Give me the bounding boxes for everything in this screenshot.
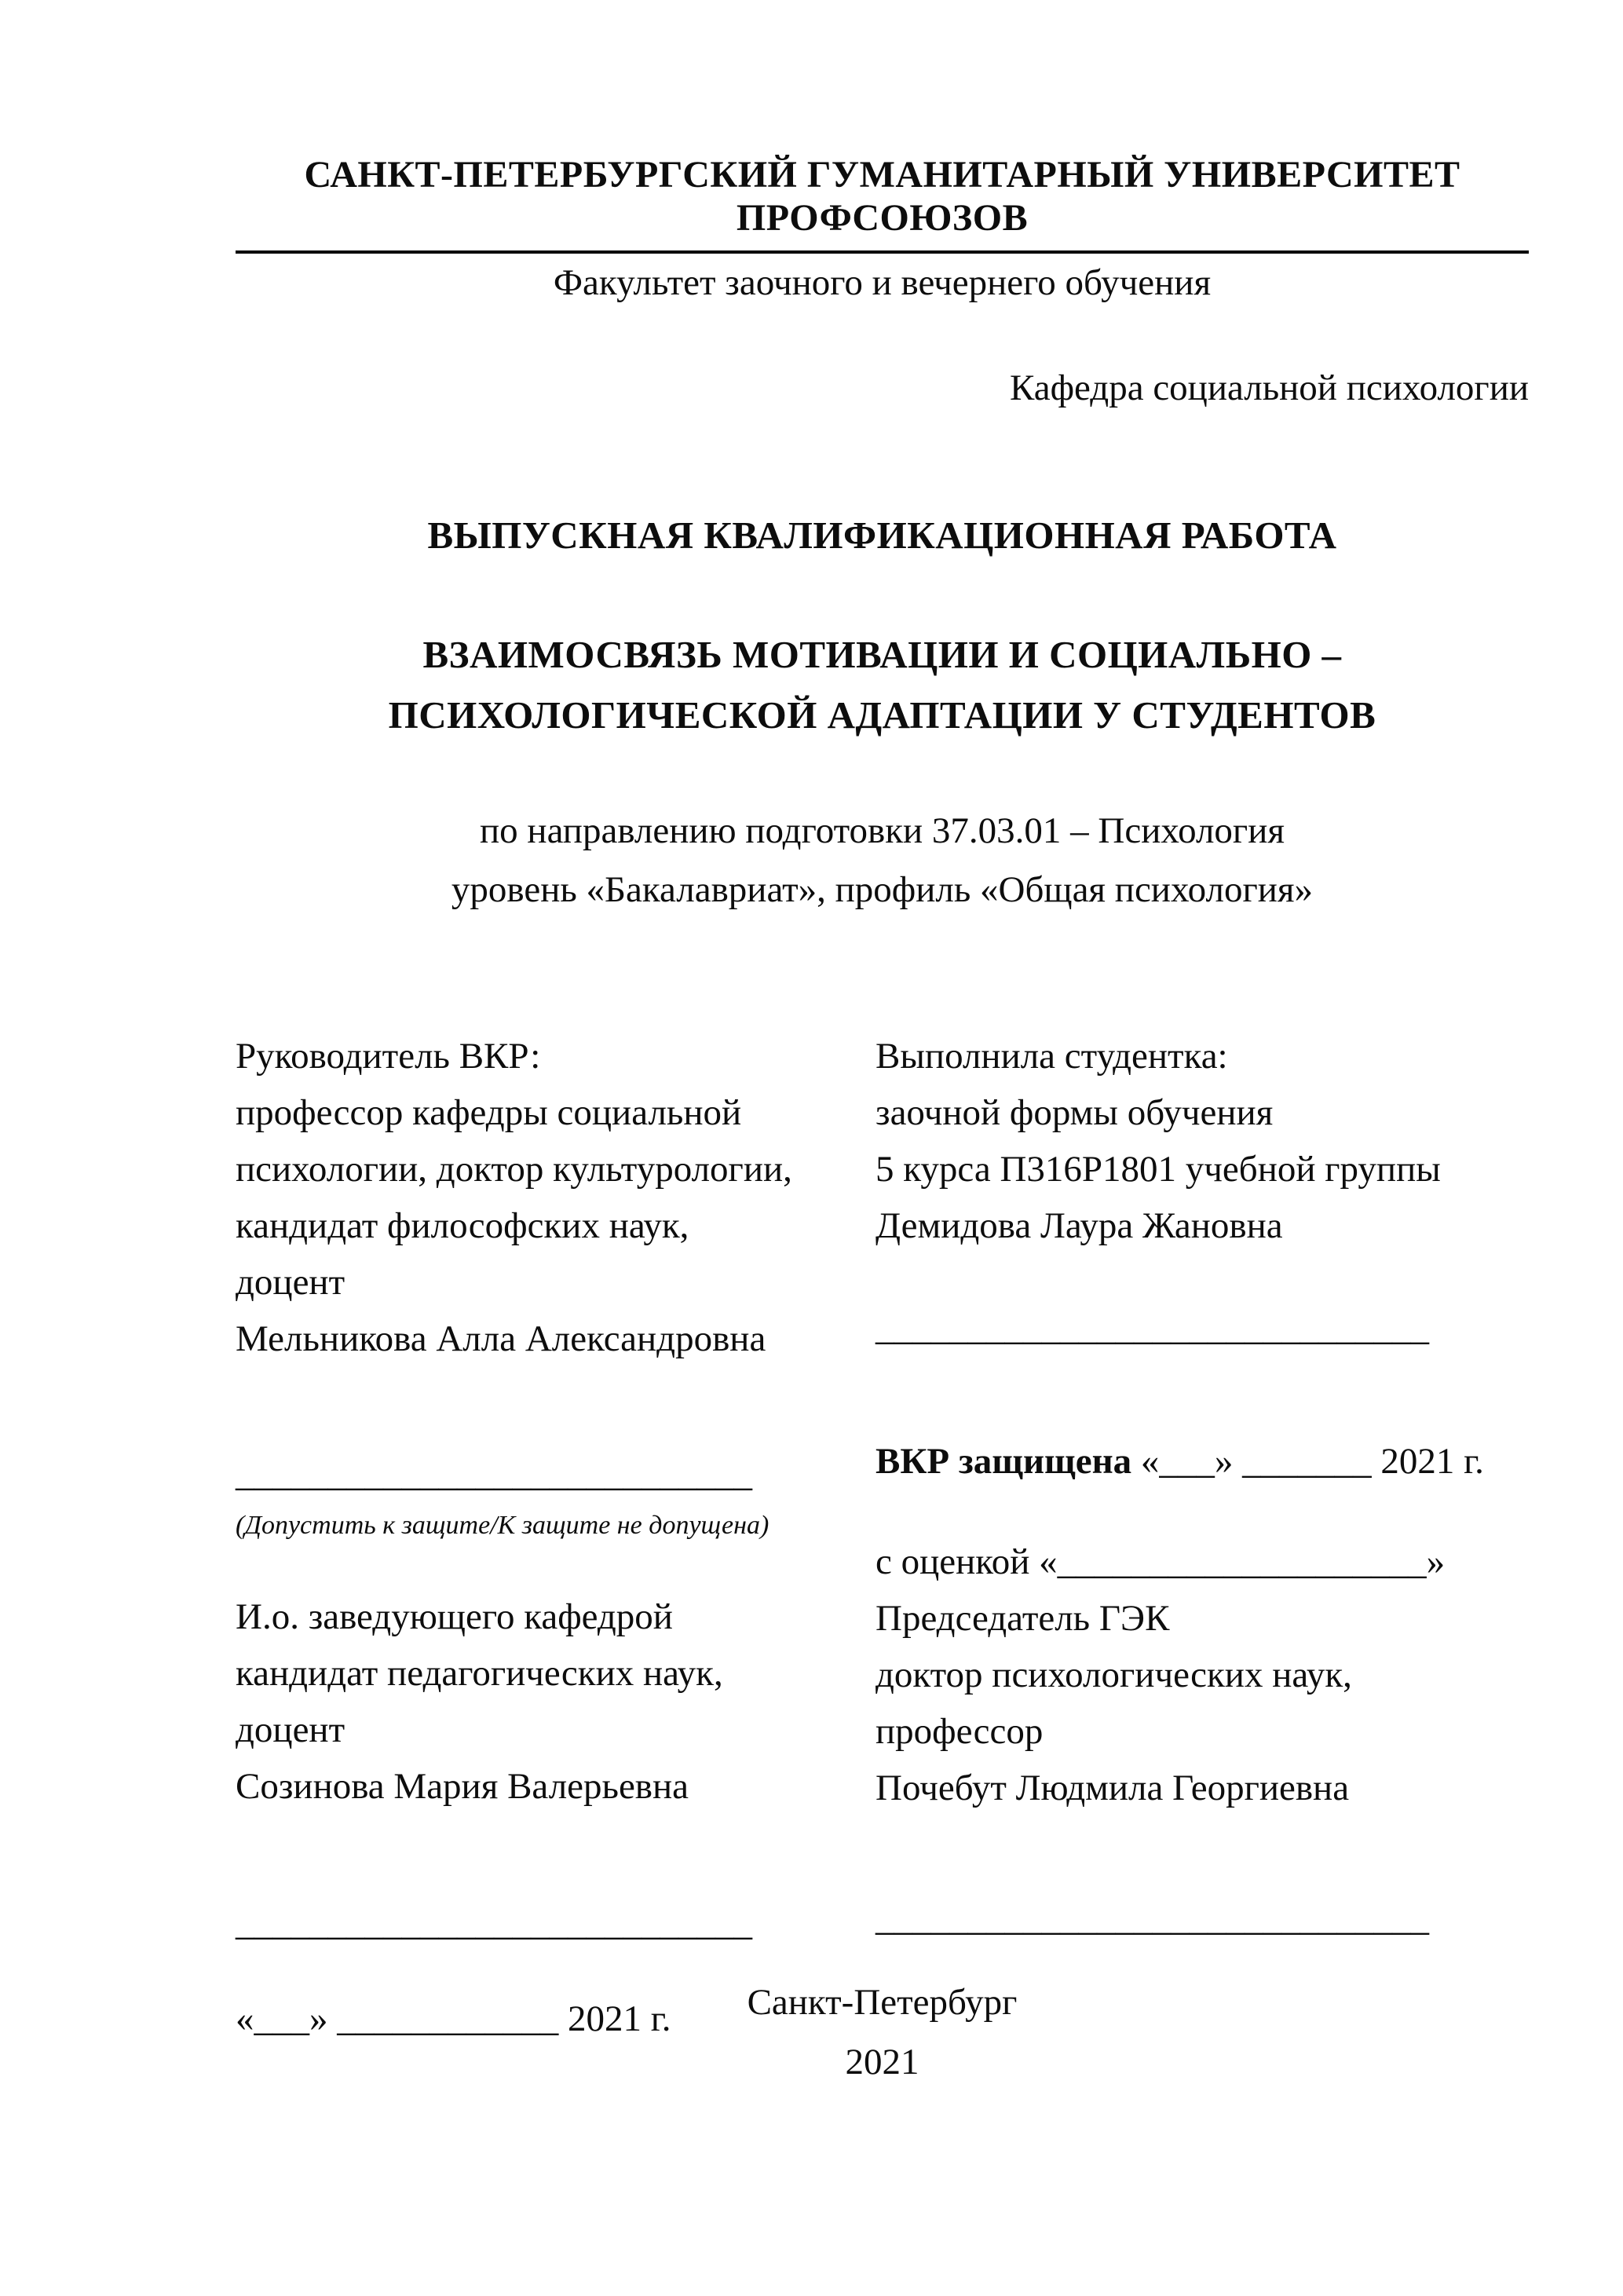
faculty-name: Факультет заочного и вечернего обучения: [553, 262, 1212, 303]
supervisor-line: доцент: [236, 1262, 345, 1303]
university-name: САНКТ-ПЕТЕРБУРГСКИЙ ГУМАНИТАРНЫЙ УНИВЕРСИТЕТ ПРОФСОЮЗОВ: [236, 153, 1529, 254]
defended-label: ВКР защищена: [875, 1441, 1132, 1482]
program-direction: по направлению подготовки 37.03.01 – Психология: [480, 810, 1285, 851]
defended-date-blank: «___» _______ 2021 г.: [1131, 1441, 1484, 1482]
chair-line: доктор психологических наук,: [875, 1654, 1352, 1695]
student-column: [875, 1028, 1529, 2047]
head-signature-line: ____________________________: [236, 1903, 752, 1943]
supervisor-name: Мельникова Алла Александровна: [236, 1318, 766, 1359]
head-line: кандидат педагогических наук,: [236, 1653, 723, 1694]
grade-line: с оценкой «____________________»: [875, 1541, 1446, 1582]
date-line: «___» ____________ 2021 г.: [236, 1998, 671, 2039]
student-signature-line: ______________________________: [875, 1307, 1429, 1348]
supervisor-line: кандидат философских наук,: [236, 1205, 689, 1246]
student-label: Выполнила студентка:: [875, 1036, 1228, 1077]
head-line: доцент: [236, 1709, 345, 1750]
footer-city: Санкт-Петербург: [747, 1982, 1018, 2023]
supervisor-line: профессор кафедры социальной: [236, 1092, 742, 1133]
supervisor-line: психологии, доктор культурологии,: [236, 1149, 792, 1190]
footer: [236, 1972, 1529, 2092]
head-line: И.о. заведующего кафедрой: [236, 1596, 673, 1637]
grade-committee-block: [875, 1534, 1529, 1816]
work-type-heading: ВЫПУСКНАЯ КВАЛИФИКАЦИОННАЯ РАБОТА: [427, 514, 1337, 557]
admission-signature-line: ____________________________: [236, 1453, 752, 1494]
department-head-block: [236, 1589, 875, 1815]
thesis-title-line-2: ПСИХОЛОГИЧЕСКОЙ АДАПТАЦИИ У СТУДЕНТОВ: [388, 693, 1376, 737]
supervisor-label: Руководитель ВКР:: [236, 1036, 541, 1077]
chair-signature-line: ______________________________: [875, 1898, 1429, 1939]
chair-name: Почебут Людмила Георгиевна: [875, 1768, 1350, 1808]
student-line: 5 курса П316Р1801 учебной группы: [875, 1149, 1441, 1190]
department-name: Кафедра социальной психологии: [1010, 367, 1529, 408]
thesis-title: [236, 624, 1529, 745]
admission-note: (Допустить к защите/К защите не допущена): [236, 1511, 769, 1540]
supervisor-column: [236, 1028, 875, 2047]
chair-line: Председатель ГЭК: [875, 1598, 1170, 1639]
signatures-section: [236, 1028, 1529, 2047]
defended-line: [875, 1433, 1529, 1490]
chair-line: профессор: [875, 1711, 1044, 1752]
student-name: Демидова Лаура Жановна: [875, 1205, 1283, 1246]
head-name: Созинова Мария Валерьевна: [236, 1766, 689, 1807]
footer-year: 2021: [845, 2042, 919, 2082]
thesis-title-line-1: ВЗАИМОСВЯЗЬ МОТИВАЦИИ И СОЦИАЛЬНО –: [422, 633, 1342, 676]
student-line: заочной формы обучения: [875, 1092, 1274, 1133]
program-level: уровень «Бакалавриат», профиль «Общая психология»: [451, 869, 1314, 910]
program-block: [236, 802, 1529, 919]
